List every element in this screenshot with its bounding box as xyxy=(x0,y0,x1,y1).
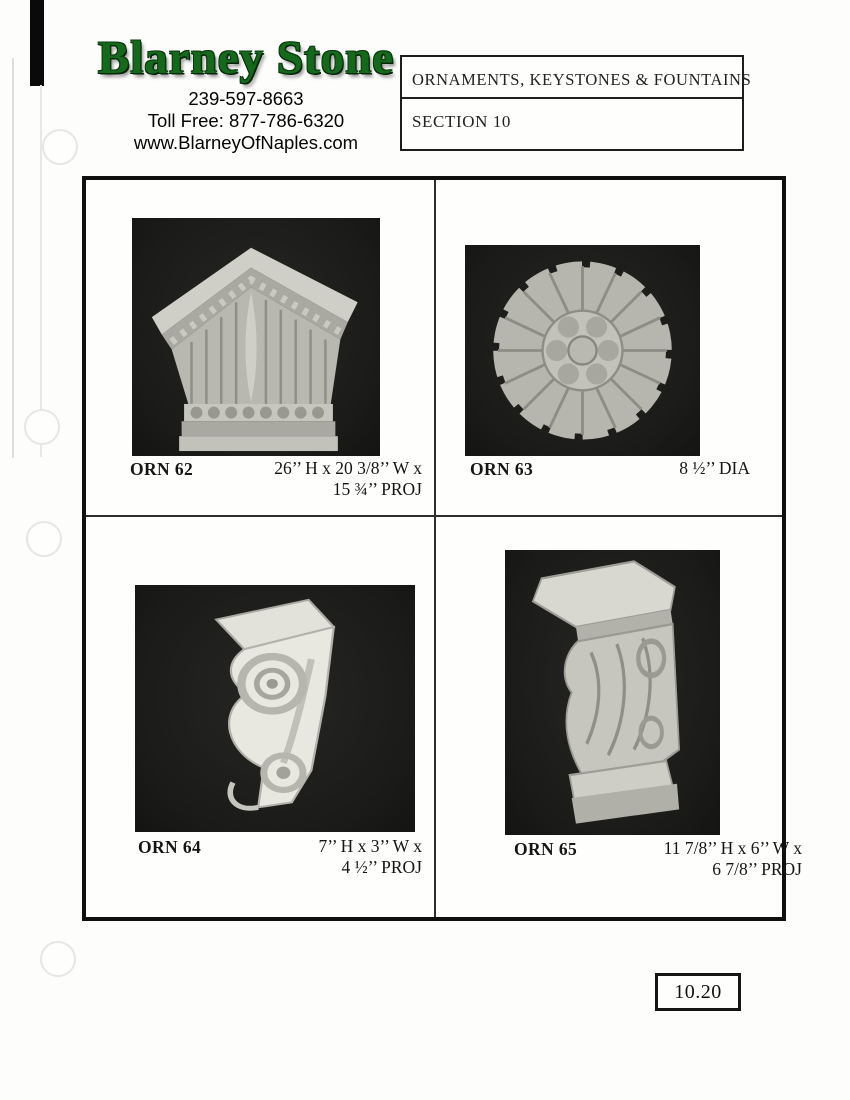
product-dimensions: 26’’ H x 20 3/8’’ W x 15 ¾’’ PROJ xyxy=(274,458,422,499)
page-number-box xyxy=(655,973,741,1011)
product-dimensions: 7’’ H x 3’’ W x 4 ½’’ PROJ xyxy=(318,836,422,877)
website-url: www.BlarneyOfNaples.com xyxy=(133,132,359,153)
product-photo-orn-63 xyxy=(465,245,700,456)
product-photo-orn-62 xyxy=(132,218,380,456)
product-id: ORN 62 xyxy=(130,459,194,479)
product-id: ORN 65 xyxy=(514,839,578,859)
corinthian-capital-illustration xyxy=(132,218,380,456)
binder-hole-mark xyxy=(40,941,76,977)
product-photo-orn-65 xyxy=(505,550,720,835)
product-dimensions: 11 7/8’’ H x 6’’ W x 6 7/8’’ PROJ xyxy=(663,838,802,879)
phone-number: 239-597-8663 xyxy=(188,88,304,109)
product-caption xyxy=(514,838,802,880)
binder-hole-mark xyxy=(24,409,60,445)
acanthus-corbel-illustration xyxy=(505,550,720,835)
page-number: 10.20 xyxy=(674,980,722,1003)
product-caption xyxy=(138,836,422,878)
grid-vertical-divider xyxy=(434,180,436,917)
product-id: ORN 64 xyxy=(138,837,202,857)
category-title: ORNAMENTS, KEYSTONES & FOUNTAINS xyxy=(402,57,742,99)
section-title-box xyxy=(400,55,752,151)
product-grid xyxy=(82,176,802,921)
scroll-corbel-illustration xyxy=(135,585,415,832)
grid-horizontal-divider xyxy=(86,515,782,517)
product-caption xyxy=(470,458,750,480)
company-logo: Blarney Stone xyxy=(97,32,395,84)
product-photo-orn-64 xyxy=(135,585,415,832)
product-id: ORN 63 xyxy=(470,459,534,479)
rosette-illustration xyxy=(465,245,700,456)
toll-free-number: Toll Free: 877-786-6320 xyxy=(147,110,345,131)
section-label: SECTION 10 xyxy=(412,112,512,131)
binder-hole-mark xyxy=(26,521,62,557)
scan-line-artifact xyxy=(12,58,14,458)
product-caption xyxy=(130,458,422,500)
product-dimensions: 8 ½’’ DIA xyxy=(679,458,750,478)
company-brand-block xyxy=(30,32,462,154)
